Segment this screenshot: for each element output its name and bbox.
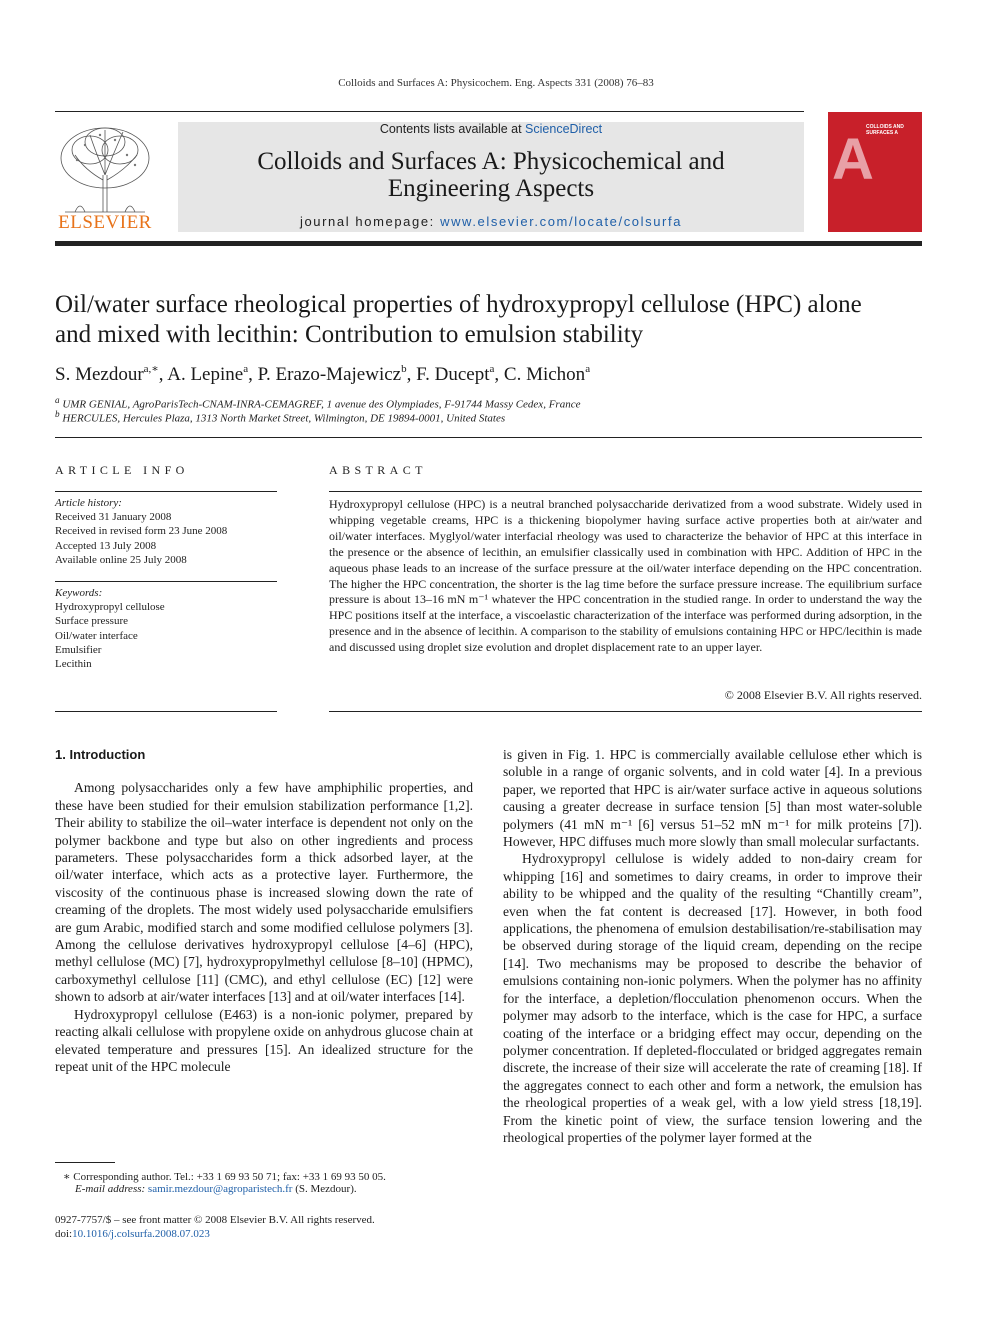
corresponding-author-footnote: ∗ Corresponding author. Tel.: +33 1 69 93 50 71; fax: +33 1 69 93 50 05. E-mail address: samir.mezdour@agroparistech.fr (S. Mezdour).	[63, 1171, 386, 1195]
cover-letter: A	[832, 127, 874, 192]
doi-line: doi:10.1016/j.colsurfa.2008.07.023	[55, 1228, 210, 1240]
author: P. Erazo-Majewicz	[257, 364, 402, 385]
email-link[interactable]: samir.mezdour@agroparistech.fr	[147, 1183, 293, 1195]
elsevier-logo-text: ELSEVIER	[58, 212, 152, 233]
paragraph: Hydroxypropyl cellulose is widely added to non-dairy cream for whipping [16] and sometimes to dairy creams, in order to improve their ability to be whipped and the quality of the resulting “Chantilly cream”, even when the fat content is decreased [17]. However, in both food applications, the phenomena of emulsion destabilisation/re-stabilisation may be observed during storage of the liquid cream, depending on the recipe [14]. Two mechanisms may be proposed to describe the behavior of emulsions containing non-ionic polymers. When the polymer has no affinity for the interface, a depletion/flocculation phenomenon occurs. When the polymer may adsorb to the interface, which is the case for HPC, a surface coating of the interface or a bridging effect may occur, depending on the polymer concentration. If depleted-flocculated or bridged aggregates remain discrete, the increase of their size will accelerate the rate of creaming [18]. If the aggregates connect to each other and form a network, the emulsion has the rheological properties of a weak gel, with a low yield stress [18,19]. From the kinetic point of view, the surface tension lowering and the rheological properties of the polymer layer formed at the	[503, 851, 922, 1145]
paragraph: Hydroxypropyl cellulose (E463) is a non-ionic polymer, prepared by reacting alkali cellulose with propylene oxide on anhydrous glucose chain at elevated temperature and pressures [15]. An idealized structure for the repeat unit of the HPC molecule	[55, 1006, 473, 1074]
divider	[329, 711, 922, 712]
doi-link[interactable]: 10.1016/j.colsurfa.2008.07.023	[72, 1228, 210, 1240]
affiliation: $^a$ UMR GENIAL, AgroParisTech-CNAM-INRA-CEMAGREF, 1 avenue des Olympiades, F-91744 Massy Cedex, France	[55, 395, 581, 411]
journal-cover-thumbnail	[828, 112, 922, 232]
author-list: S. Mezdour$^{a,∗}$, A. Lepine$^a$, P. Erazo-Majewicz$^b$, F. Ducept$^a$, C. Michon$^a$	[55, 363, 591, 385]
divider	[55, 581, 277, 582]
article-info-heading: ARTICLE INFO	[55, 463, 189, 477]
abstract-heading: ABSTRACT	[329, 463, 427, 477]
divider	[329, 491, 922, 492]
section-heading: 1. Introduction	[55, 747, 146, 762]
author: C. Michon	[503, 364, 586, 385]
sciencedirect-link[interactable]: ScienceDirect	[525, 122, 603, 136]
header-thick-rule	[55, 241, 922, 246]
divider	[55, 711, 277, 712]
journal-title: Colloids and Surfaces A: Physicochemical and Engineering Aspects	[257, 148, 725, 202]
affiliation: $^b$ HERCULES, Hercules Plaza, 1313 North Market Street, Wilmington, DE 19894-0001, United States	[55, 409, 506, 425]
article-title: Oil/water surface rheological properties of hydroxypropyl cellulose (HPC) alone and mixed with lecithin: Contribution to emulsion stability	[55, 291, 862, 348]
body-left-column	[55, 746, 473, 1075]
keywords: Keywords: Hydroxypropyl cellulose Surface pressure Oil/water interface Emulsifier Lecithin	[55, 586, 277, 671]
keyword: Surface pressure	[55, 615, 128, 628]
contents-line: Contents lists available at ScienceDirect	[379, 122, 603, 136]
keyword: Emulsifier	[55, 643, 102, 656]
author: F. Ducept	[416, 364, 490, 385]
journal-banner	[178, 122, 804, 232]
paragraph: is given in Fig. 1. HPC is commercially available cellulose ether which is soluble in a range of organic solvents, and in cold water [4]. In a previous paper, we reported that HPC is air/water surface active in aqueous solutions causing a greater decrease in surface tension [5] than most water-soluble polymers (41 mN m⁻¹ [6] versus 51–52 mN m⁻¹ for milk proteins [7]). However, HPC diffuses much more slowly than small molecular surfactants.	[503, 747, 922, 850]
divider	[55, 437, 922, 438]
body-right-column	[503, 746, 922, 1146]
keyword: Hydroxypropyl cellulose	[55, 601, 165, 614]
keyword: Lecithin	[55, 658, 92, 671]
keyword: Oil/water interface	[55, 629, 138, 642]
top-rule	[55, 111, 804, 112]
author: A. Lepine	[167, 364, 244, 385]
author: S. Mezdour	[55, 364, 144, 385]
abstract-text: Hydroxypropyl cellulose (HPC) is a neutral branched polysaccharide derivatized from a wood substrate. Widely used in whipping vegetable creams, HPC is a thickening biopolymer having surface active properties both at air/water and oil/water interfaces. Myglyol/water interfacial rheology was used to characterize the behavior of HPC at this interface in the presence or the absence of lecithin, an emulsifier classically used in combination with HPC. Addition of HPC in the aqueous phase leads to an increase of the surface pressure at the oil/water interface depending on the HPC concentration. The higher the HPC concentration, the shorter is the lag time before the surface pressure increase. The equilibrium surface pressure is about 13–16 mN m⁻¹ whatever the HPC concentration in the studied range. In order to understand the way the HPC positions itself at the interface, a viscoelastic characterization of the interface was performed during adsorption, in the presence and in the absence of lecithin. A comparison to the stability of emulsions containing HPC or HPC/lecithin is made and discussed using droplet size evolution and droplet displacement rate to an upper layer.	[329, 497, 922, 655]
divider	[55, 491, 277, 492]
paragraph: Among polysaccharides only a few have amphiphilic properties, and these have been studied for their emulsion stabilization performance [1,2]. Their ability to stabilize the oil–water interface is dependent not only on the polymer backbone and type but also on other ingredients and process parameters. These polysaccharides form a thick adsorbed layer, at the oil/water interface, which acts as a protective layer. Furthermore, the viscosity of the continuous phase is increased slowing down the rate of creaming of the droplets. The most widely used polysaccharide emulsifiers are gum Arabic, modified starch and some modified cellulose polymers [3]. Among the cellulose derivatives hydroxypropyl cellulose [4–6] (HPC), methyl cellulose (MC) [7], hydroxypropylmethyl cellulose [8–10] (HPMC), carboxymethyl cellulose [11] (CMC), and ethyl cellulose (EC) [12] were shown to adsorb at air/water interfaces [13] and at oil/water interfaces [14].	[55, 780, 473, 1005]
journal-homepage: journal homepage: www.elsevier.com/locate/colsurfa	[299, 214, 683, 229]
footnote-rule	[55, 1162, 115, 1163]
front-matter-line: 0927-7757/$ – see front matter © 2008 Elsevier B.V. All rights reserved.	[55, 1214, 375, 1226]
article-history: Article history: Received 31 January 2008 Received in revised form 23 June 2008 Accepted 13 July 2008 Available online 25 July 2008	[55, 497, 228, 566]
running-head: Colloids and Surfaces A: Physicochem. Eng. Aspects 331 (2008) 76–83	[338, 77, 654, 89]
homepage-link[interactable]: www.elsevier.com/locate/colsurfa	[440, 214, 683, 229]
cover-title: COLLOIDS AND SURFACES A	[866, 124, 904, 136]
copyright: © 2008 Elsevier B.V. All rights reserved.	[724, 688, 922, 702]
